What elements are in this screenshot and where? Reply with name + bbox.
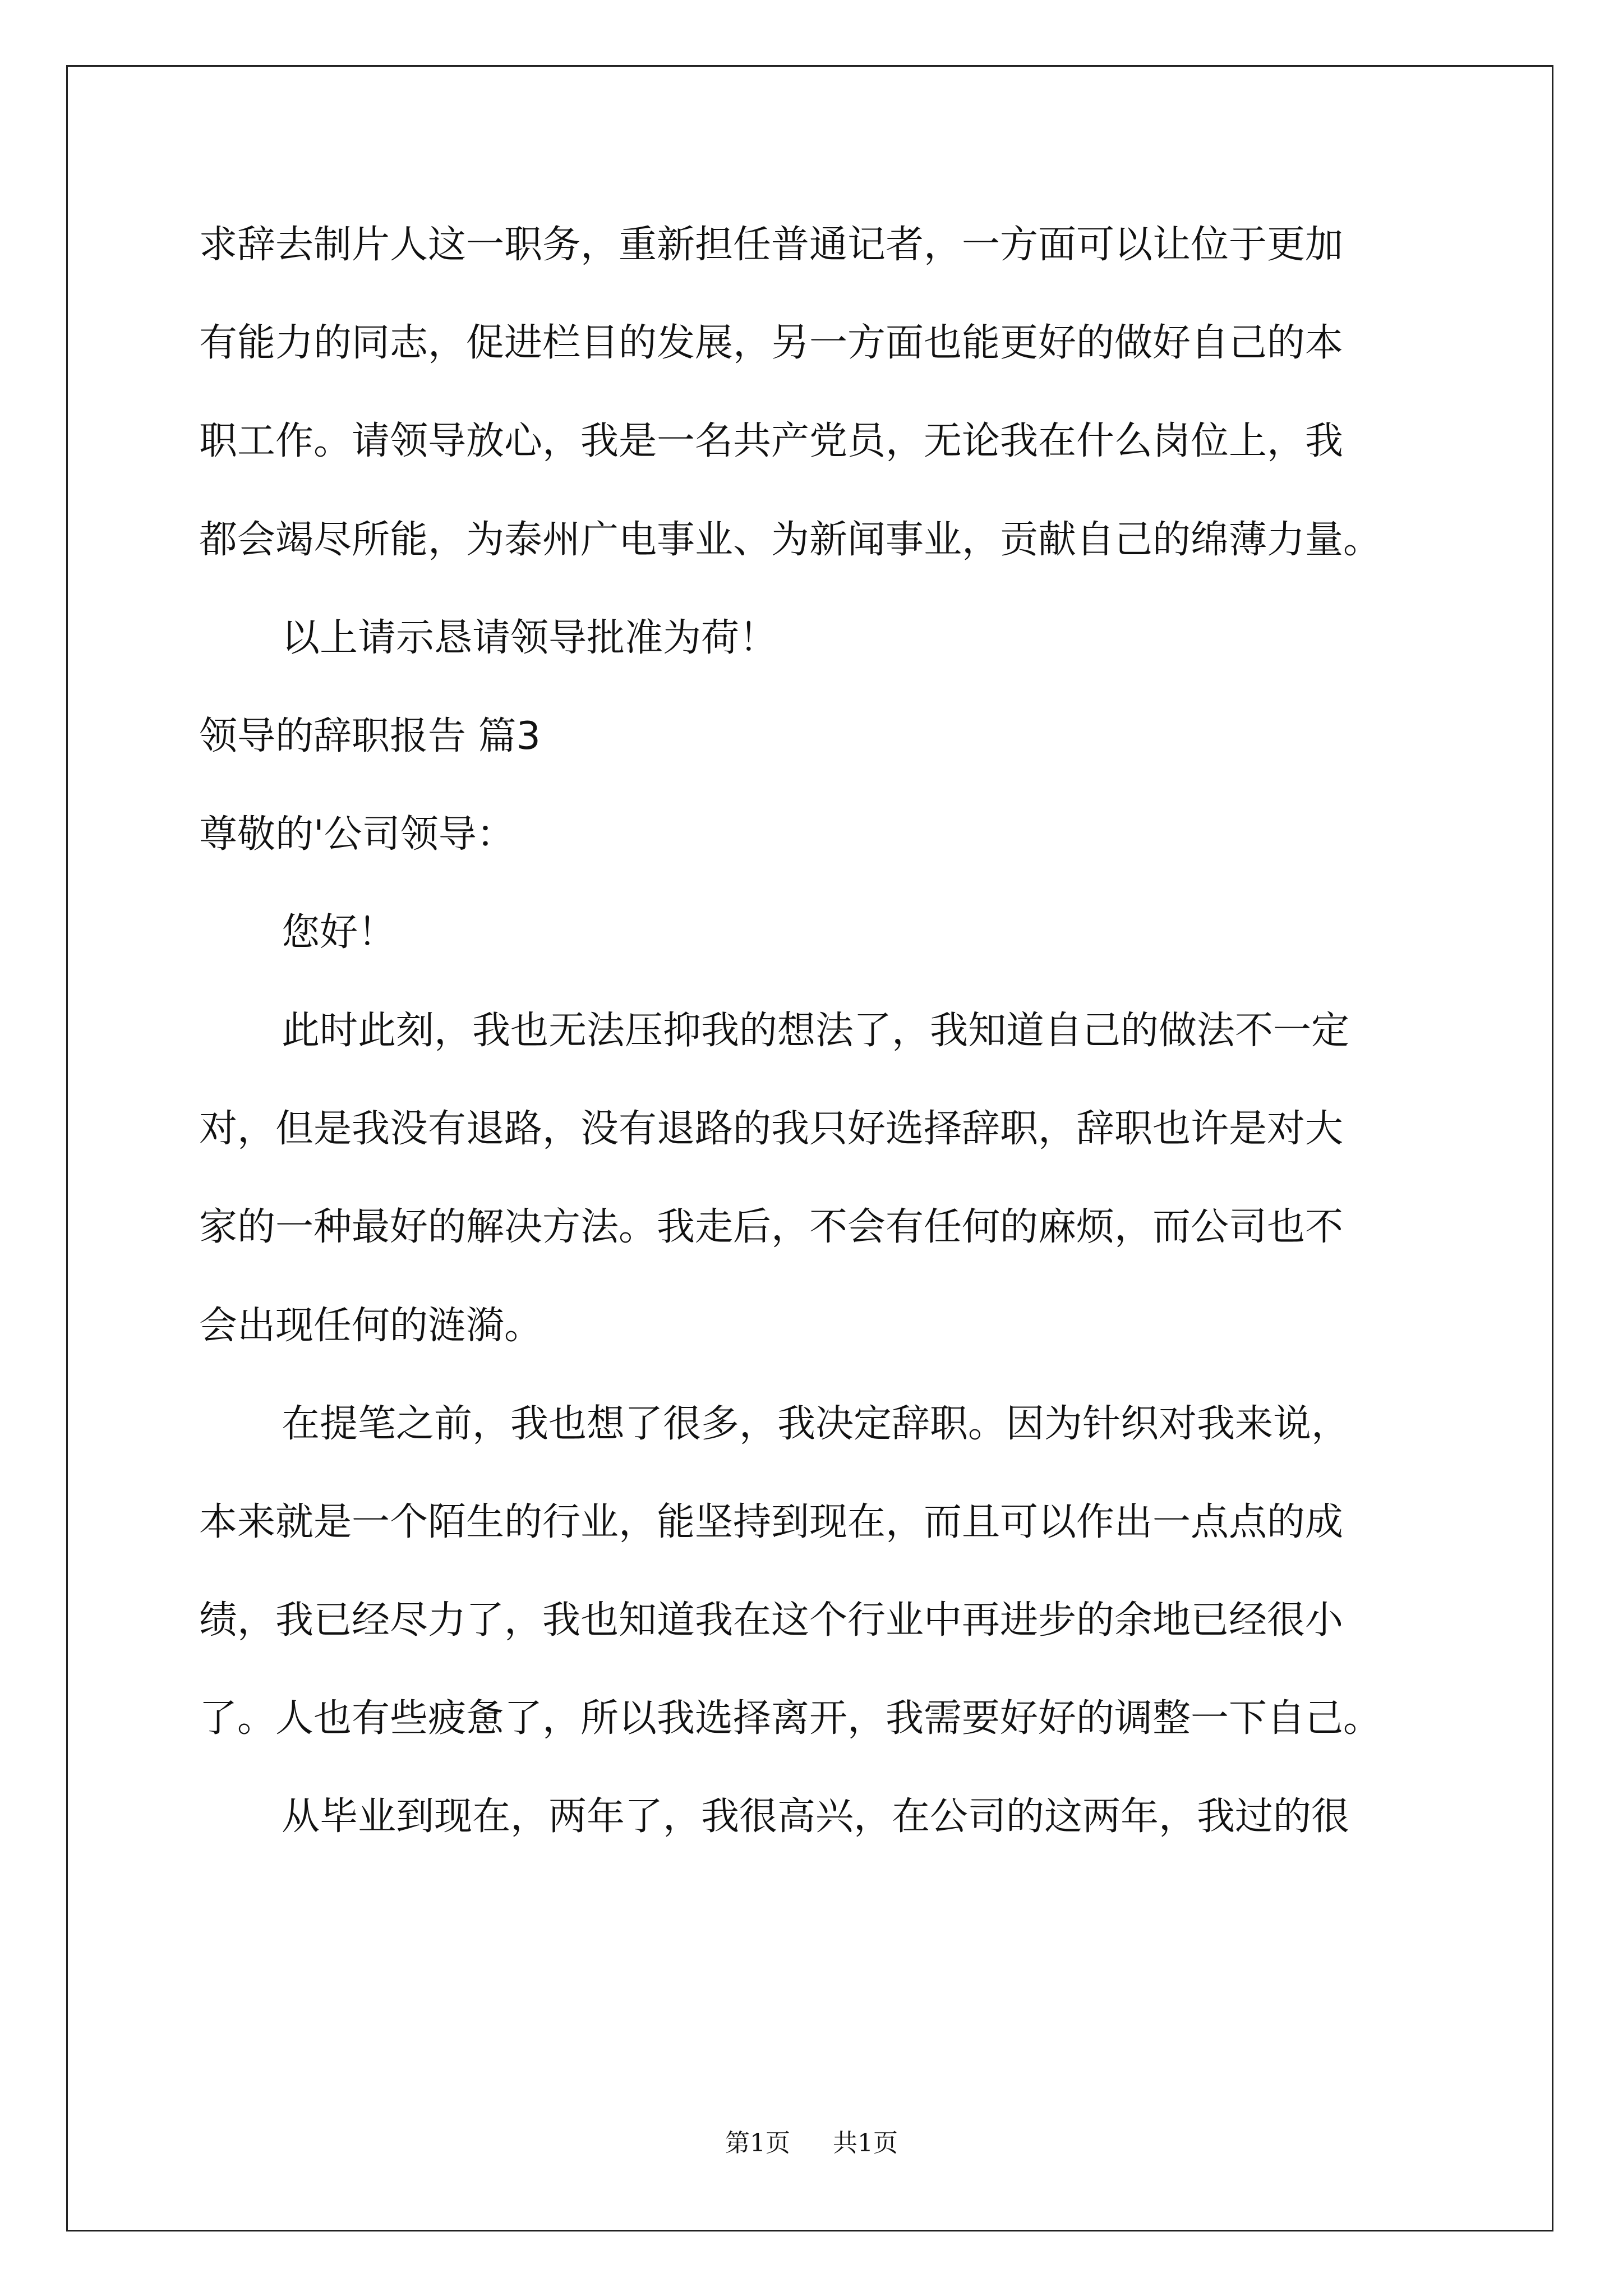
body-text-line-2: 有能力的同志，促进栏目的发展，另一方面也能更好的做好自己的本 xyxy=(199,321,1344,365)
body-text-line-4: 都会竭尽所能，为泰州广电事业、为新闻事业，贡献自己的绵薄力量。 xyxy=(199,518,1382,562)
salutation: 尊敬的'公司领导： xyxy=(199,812,515,857)
page-footer xyxy=(0,2128,1623,2159)
page-total: 共1页 xyxy=(833,2129,898,2157)
page-number: 第1页 xyxy=(725,2129,790,2157)
body-text-line-17: 从毕业到现在，两年了，我很高兴，在公司的这两年，我过的很 xyxy=(282,1795,1350,1839)
body-text-line-9: 此时此刻，我也无法压抑我的想法了，我知道自己的做法不一定 xyxy=(282,1009,1350,1053)
body-text-line-16: 了。人也有些疲惫了，所以我选择离开，我需要好好的调整一下自己。 xyxy=(199,1696,1382,1741)
body-text-line-10: 对，但是我没有退路，没有退路的我只好选择辞职，辞职也许是对大 xyxy=(199,1107,1344,1151)
body-text-line-1: 求辞去制片人这一职务，重新担任普通记者，一方面可以让位于更加 xyxy=(199,223,1344,267)
body-text-line-12: 会出现任何的涟漪。 xyxy=(199,1304,543,1348)
body-text-line-15: 绩，我已经尽力了，我也知道我在这个行业中再进步的余地已经很小 xyxy=(199,1598,1344,1642)
section-heading: 领导的辞职报告 篇3 xyxy=(199,714,541,758)
body-text-line-11: 家的一种最好的解决方法。我走后，不会有任何的麻烦，而公司也不 xyxy=(199,1205,1344,1249)
body-text-line-14: 本来就是一个陌生的行业，能坚持到现在，而且可以作出一点点的成 xyxy=(199,1500,1344,1544)
greeting: 您好！ xyxy=(282,910,396,955)
body-text-line-13: 在提笔之前，我也想了很多，我决定辞职。因为针织对我来说， xyxy=(282,1402,1350,1446)
body-text-line-3: 职工作。请领导放心，我是一名共产党员，无论我在什么岗位上，我 xyxy=(199,419,1344,463)
body-text-line-5: 以上请示恳请领导批准为荷！ xyxy=(282,616,778,660)
